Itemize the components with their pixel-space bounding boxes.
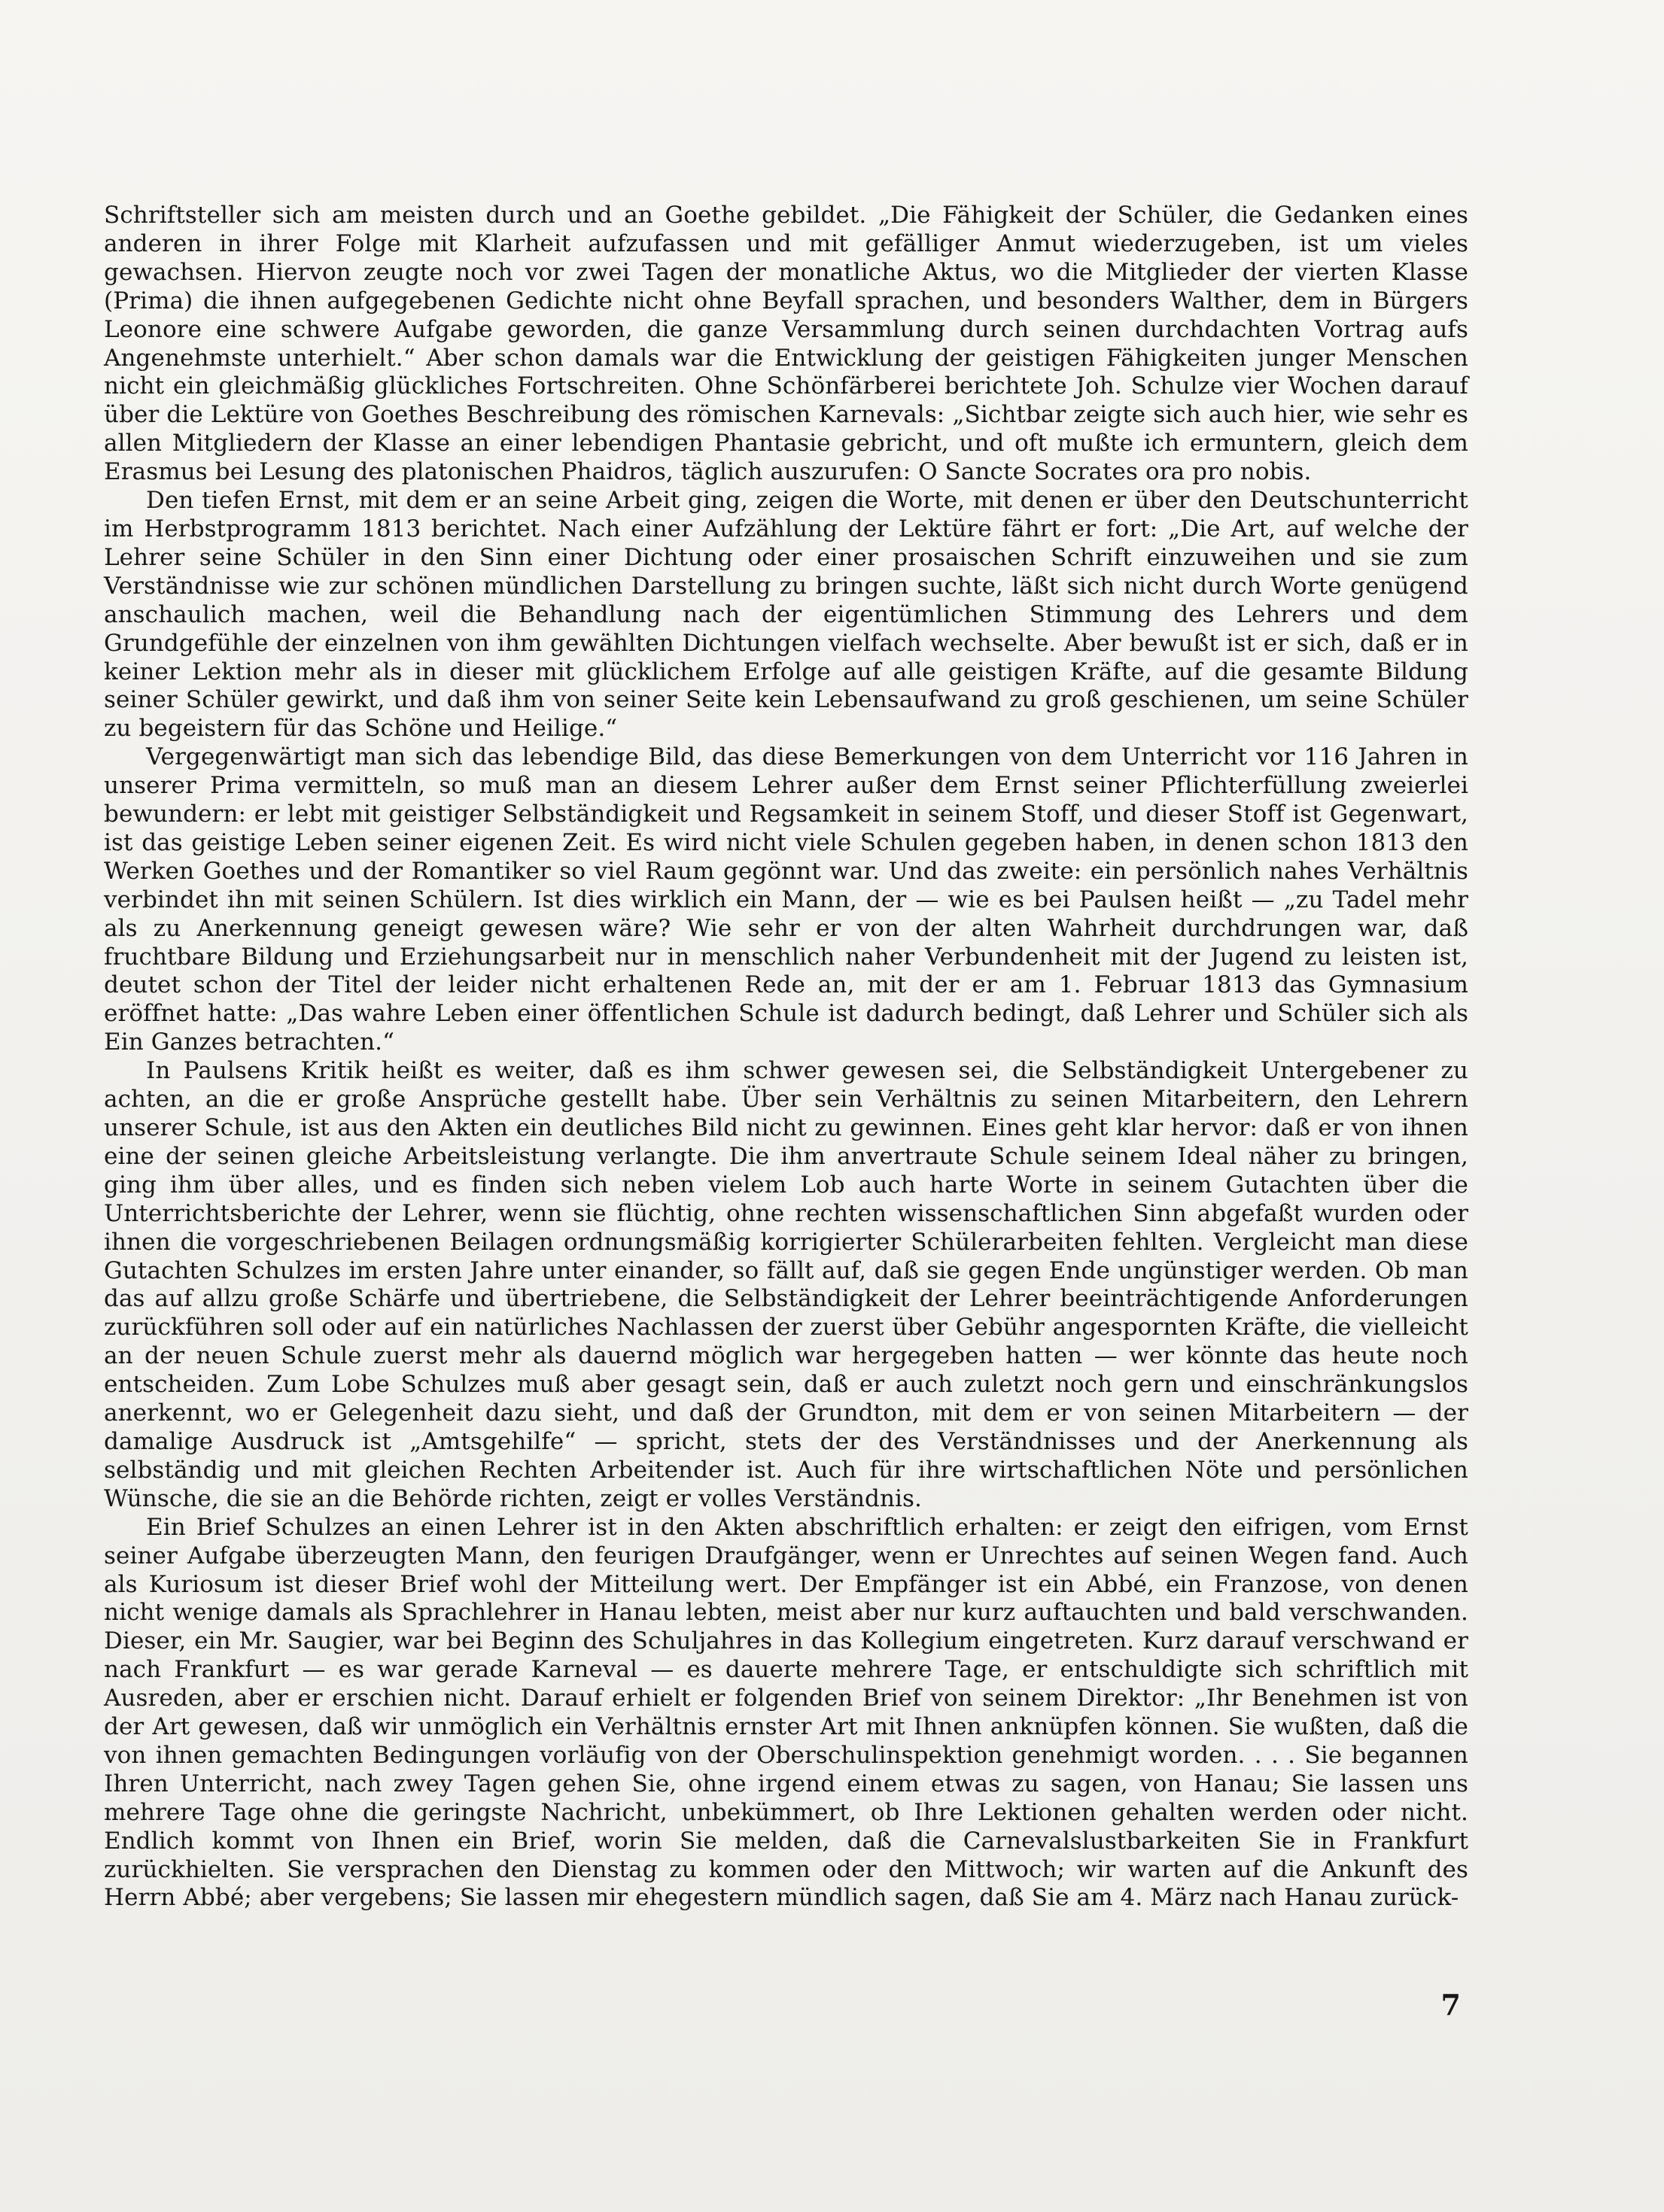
paragraph: In Paulsens Kritik heißt es weiter, daß es ihm schwer gewesen sei, die Selbständigkeit Untergebener zu achten, an die er große Ansprüche gestellt habe. Über sein Verhältnis zu seinen Mitarbeitern, den Lehrern unserer Schule, ist aus den Akten ein deutliches Bild nicht zu gewinnen. Eines geht klar hervor: daß er von ihnen eine der seinen gleiche Arbeitsleistung verlangte. Die ihm anvertraute Schule seinem Ideal näher zu bringen, ging ihm über alles, und es finden sich neben vielem Lob auch harte Worte in seinem Gutachten über die Unterrichtsberichte der Lehrer, wenn sie flüchtig, ohne rechten wissenschaftlichen Sinn abgefaßt wurden oder ihnen die vorgeschriebenen Beilagen ordnungsmäßig korrigierter Schülerarbeiten fehlten. Vergleicht man diese Gutachten Schulzes im ersten Jahre unter einander, so fällt auf, daß sie gegen Ende ungünstiger werden. Ob man das auf allzu große Schärfe und übertriebene, die Selbständigkeit der Lehrer beeinträchtigende Anforderungen zurückführen soll oder auf ein natürliches Nachlassen der zuerst über Gebühr angespornten Kräfte, die vielleicht an der neuen Schule zuerst mehr als dauernd möglich war hergegeben hatten — wer könnte das heute noch entscheiden. Zum Lobe Schulzes muß aber gesagt sein, daß er auch zuletzt noch gern und einschränkungslos anerkennt, wo er Gelegenheit dazu sieht, und daß der Grundton, mit dem er von seinen Mitarbeitern — der damalige Ausdruck ist „Amtsgehilfe“ — spricht, stets der des Verständnisses und der Anerkennung als selbständig und mit gleichen Rechten Arbeitender ist. Auch für ihre wirtschaftlichen Nöte und persönlichen Wünsche, die sie an die Behörde richten, zeigt er volles Verständnis. xyxy=(104,1057,1468,1512)
page-number: 7 xyxy=(1440,1988,1461,2022)
paragraph: Ein Brief Schulzes an einen Lehrer ist in den Akten abschriftlich erhalten: er zeigt den eifrigen, vom Ernst seiner Aufgabe überzeugten Mann, den feurigen Draufgänger, wenn er Unrechtes auf seinen Wegen fand. Auch als Kuriosum ist dieser Brief wohl der Mitteilung wert. Der Empfänger ist ein Abbé, ein Franzose, von denen nicht wenige damals als Sprachlehrer in Hanau lebten, meist aber nur kurz auftauchten und bald verschwanden. Dieser, ein Mr. Saugier, war bei Beginn des Schuljahres in das Kollegium eingetreten. Kurz darauf verschwand er nach Frankfurt — es war gerade Karneval — es dauerte mehrere Tage, er entschuldigte sich schriftlich mit Ausreden, aber er erschien nicht. Darauf erhielt er folgenden Brief von seinem Direktor: „Ihr Benehmen ist von der Art gewesen, daß wir unmöglich ein Verhältnis ernster Art mit Ihnen anknüpfen können. Sie wußten, daß die von ihnen gemachten Bedingungen vorläufig von der Oberschulinspektion genehmigt worden. . . . Sie begannen Ihren Unterricht, nach zwey Tagen gehen Sie, ohne irgend einem etwas zu sagen, von Hanau; Sie lassen uns mehrere Tage ohne die geringste Nachricht, unbekümmert, ob Ihre Lektionen gehalten werden oder nicht. Endlich kommt von Ihnen ein Brief, worin Sie melden, daß die Carnevalslustbarkeiten Sie in Frankfurt zurückhielten. Sie versprachen den Dienstag zu kommen oder den Mittwoch; wir warten auf die Ankunft des Herrn Abbé; aber vergebens; Sie lassen mir ehegestern mündlich sagen, daß Sie am 4. März nach Hanau zurück- xyxy=(104,1513,1468,1912)
paragraph: Vergegenwärtigt man sich das lebendige Bild, das diese Bemerkungen von dem Unterricht vor 116 Jahren in unserer Prima vermitteln, so muß man an diesem Lehrer außer dem Ernst seiner Pflichterfüllung zweierlei bewundern: er lebt mit geistiger Selbständigkeit und Regsamkeit in seinem Stoff, und dieser Stoff ist Gegenwart, ist das geistige Leben seiner eigenen Zeit. Es wird nicht viele Schulen gegeben haben, in denen schon 1813 den Werken Goethes und der Romantiker so viel Raum gegönnt war. Und das zweite: ein persönlich nahes Verhältnis verbindet ihn mit seinen Schülern. Ist dies wirklich ein Mann, der — wie es bei Paulsen heißt — „zu Tadel mehr als zu Anerkennung geneigt gewesen wäre? Wie sehr er von der alten Wahrheit durchdrungen war, daß fruchtbare Bildung und Erziehungsarbeit nur in menschlich naher Verbundenheit mit der Jugend zu leisten ist, deutet schon der Titel der leider nicht erhaltenen Rede an, mit der er am 1. Februar 1813 das Gymnasium eröffnet hatte: „Das wahre Leben einer öffentlichen Schule ist dadurch bedingt, daß Lehrer und Schüler sich als Ein Ganzes betrachten.“ xyxy=(104,743,1468,1056)
paragraph: Den tiefen Ernst, mit dem er an seine Arbeit ging, zeigen die Worte, mit denen er über den Deutschunterricht im Herbstprogramm 1813 berichtet. Nach einer Aufzählung der Lektüre fährt er fort: „Die Art, auf welche der Lehrer seine Schüler in den Sinn einer Dichtung oder einer prosaischen Schrift einzuweihen und sie zum Verständnisse wie zur schönen mündlichen Darstellung zu bringen suchte, läßt sich nicht durch Worte genügend anschaulich machen, weil die Behandlung nach der eigentümlichen Stimmung des Lehrers und dem Grundgefühle der einzelnen von ihm gewählten Dichtungen vielfach wechselte. Aber bewußt ist er sich, daß er in keiner Lektion mehr als in dieser mit glücklichem Erfolge auf alle geistigen Kräfte, auf die gesamte Bildung seiner Schüler gewirkt, und daß ihm von seiner Seite kein Lebensaufwand zu groß geschienen, um seine Schüler zu begeistern für das Schöne und Heilige.“ xyxy=(104,487,1468,743)
paragraph: Schriftsteller sich am meisten durch und an Goethe gebildet. „Die Fähigkeit der Schüler, die Gedanken eines anderen in ihrer Folge mit Klarheit aufzufassen und mit gefälliger Anmut wiederzugeben, ist um vieles gewachsen. Hiervon zeugte noch vor zwei Tagen der monatliche Aktus, wo die Mitglieder der vierten Klasse (Prima) die ihnen aufgegebenen Gedichte nicht ohne Beyfall sprachen, und besonders Walther, dem in Bürgers Leonore eine schwere Aufgabe geworden, die ganze Versammlung durch seinen durchdachten Vortrag aufs Angenehmste unterhielt.“ Aber schon damals war die Entwicklung der geistigen Fähigkeiten junger Menschen nicht ein gleichmäßig glückliches Fortschreiten. Ohne Schönfärberei berichtete Joh. Schulze vier Wochen darauf über die Lektüre von Goethes Beschreibung des römischen Karnevals: „Sichtbar zeigte sich auch hier, wie sehr es allen Mitgliedern der Klasse an einer lebendigen Phantasie gebricht, und oft mußte ich ermuntern, gleich dem Erasmus bei Lesung des platonischen Phaidros, täglich auszurufen: O Sancte Socrates ora pro nobis. xyxy=(104,202,1468,486)
body-text xyxy=(104,202,1468,1913)
